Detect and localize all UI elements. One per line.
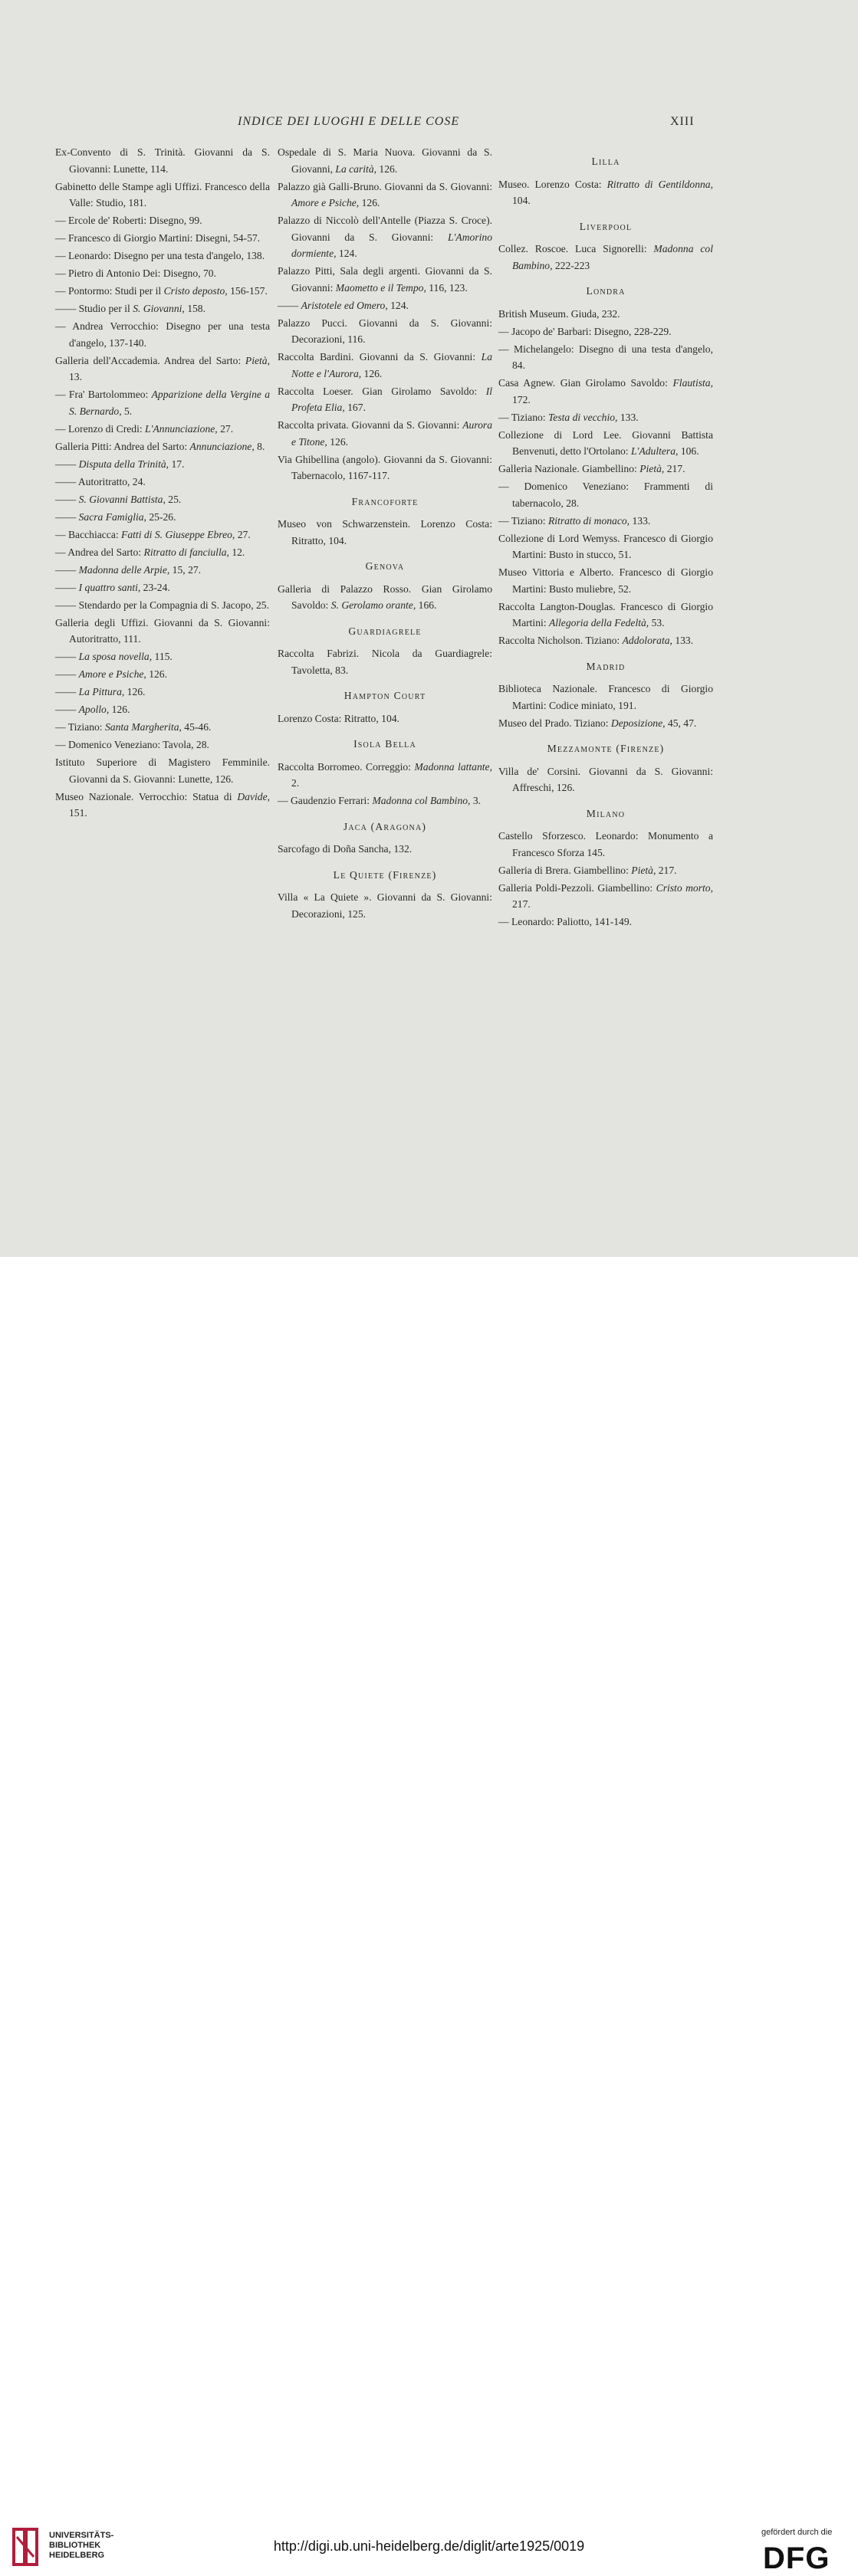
index-entry [55,230,270,247]
entry-work-title: Fatti di S. Giuseppe Ebreo, [121,528,235,540]
entry-text: — Fra' Bartolommeo: [55,389,152,400]
index-entry [278,297,492,314]
entry-page-refs: 167. [344,402,366,413]
entry-page-refs: 133. [672,635,694,646]
entry-text: Raccolta privata. Giovanni da S. Giovanni: [278,419,463,431]
entry-page-refs: 2. [291,777,300,789]
entry-work-title: Ritratto di Gentildonna, [607,178,713,190]
place-heading: Jaca (Aragona) [343,820,427,832]
entry-text: —— [55,651,79,662]
entry-work-title: L'Adultera, [630,445,679,457]
entry-page-refs: 8. [254,440,265,452]
entry-page-refs: 106. [678,445,699,457]
entry-text: Palazzo di Niccolò dell'Antelle (Piazza S. Croce). Giovanni da S. Giovanni: [278,215,492,243]
index-entry [55,300,270,317]
entry-text: Raccolta Nicholson. Tiziano: [498,635,623,646]
entry-text: —— Studio per il [55,303,133,314]
place-heading: Hampton Court [344,690,426,701]
entry-page-refs: 53. [649,617,665,628]
entry-work-title: L'Amorino dormiente, [291,231,492,259]
entry-text: Villa « La Quiete ». Giovanni da S. Giovanni: Decorazioni, 125. [278,891,492,920]
entry-text: Museo. Lorenzo Costa: [498,178,607,190]
dfg-logo: DFG [763,2542,830,2575]
entry-work-title: Ritratto di monaco, [547,514,630,527]
page-number: XIII [670,115,695,128]
place-heading: Genova [365,560,405,572]
entry-page-refs: 25. [165,493,182,505]
footer-bar [0,1257,858,2575]
index-entry [55,212,270,229]
entry-page-refs: 217. [664,463,685,474]
index-entry [498,323,713,340]
index-entry [278,581,492,614]
entry-text: —— [55,458,79,470]
entry-page-refs: 126. [146,668,167,680]
entry-page-refs: 17. [169,458,185,470]
entry-work-title: Annunciazione, [189,440,255,452]
index-entry [55,615,270,648]
entry-page-refs: 126. [359,197,380,208]
index-entry [498,632,713,649]
entry-text: Raccolta Borromeo. Correggio: [278,760,415,773]
entry-work-title: Madonna col Bambino, [372,795,471,806]
entry-page-refs: 126. [109,704,130,715]
index-entry [278,451,492,484]
entry-text: Palazzo Pucci. Giovanni da S. Giovanni: Decorazioni, 116. [278,317,492,345]
index-entry [498,862,713,879]
entry-work-title: S. Giovanni Battista, [78,493,166,505]
entry-text: Collez. Roscoe. Luca Signorelli: [498,243,654,254]
index-entry [278,710,492,727]
entry-text: Galleria Nazionale. Giambellino: [498,463,640,474]
index-entry [55,456,270,473]
index-entry [55,421,270,438]
index-entry [498,176,713,209]
entry-work-title: Pietà, [631,864,656,876]
source-url-link[interactable]: http://digi.ub.uni-heidelberg.de/diglit/arte1925/0019 [273,2538,585,2554]
entry-work-title: Apollo, [78,704,110,715]
library-name-line: BIBLIOTHEK [49,2541,101,2550]
entry-text: — Jacopo de' Barbari: Disegno, 228-229. [498,325,672,337]
entry-text: Collezione di Lord Wemyss. Francesco di Giorgio Martini: Busto in stucco, 51. [498,532,713,560]
entry-text: — Lorenzo di Credi: [55,422,146,435]
index-entry [278,759,492,792]
place-heading: Lilla [591,156,620,167]
entry-text: —— [55,704,79,715]
place-heading: Madrid [586,660,626,672]
index-entry [55,283,270,300]
entry-work-title: L'Annunciazione, [145,422,218,435]
index-entry [278,349,492,382]
index-entry [55,666,270,683]
entry-page-refs: 115. [152,651,173,662]
index-entry [55,265,270,282]
entry-text: Museo Vittoria e Alberto. Francesco di Giorgio Martini: Busto muliebre, 52. [498,566,713,595]
running-header: INDICE DEI LUOGHI E DELLE COSE [238,115,460,128]
index-entry [55,386,270,419]
entry-text: Galleria Pitti: Andrea del Sarto: [55,440,190,452]
index-entry [278,792,492,809]
index-entry [278,645,492,678]
entry-text: Galleria dell'Accademia. Andrea del Sarto: [55,354,245,366]
entry-page-refs: 3. [470,795,482,806]
entry-page-refs: 166. [416,599,437,611]
entry-work-title: Madonna col Bambino, [512,243,713,271]
index-entry [498,478,713,511]
index-entry [498,681,713,714]
entry-text: Galleria Poldi-Pezzoli. Giambellino: [498,881,656,894]
entry-text: — Bacchiacca: [55,528,122,540]
entry-page-refs: 124. [336,248,357,259]
index-entry [55,248,270,264]
entry-text: —— [55,581,79,593]
entry-page-refs: 45-46. [181,721,212,733]
entry-text: Museo del Prado. Tiziano: [498,717,611,729]
index-entry [498,241,713,274]
entry-work-title: Ritratto di fanciulla, [143,546,229,558]
entry-text: Biblioteca Nazionale. Francesco di Giorgio Martini: Codice miniato, 191. [498,683,713,711]
entry-text: Ospedale di S. Maria Nuova. Giovanni da S. Giovanni, [278,146,492,175]
place-heading: Liverpool [579,220,633,232]
index-entry [498,427,713,460]
index-entry [55,562,270,579]
entry-page-refs: 45, 47. [665,717,697,729]
entry-page-refs: 23-24. [140,581,170,593]
entry-work-title: Maometto e il Tempo, [335,281,426,294]
entry-text: — Tiziano: [498,411,548,423]
entry-work-title: Apparizione della Vergine a S. Bernardo, [69,389,270,417]
entry-text: British Museum. Giuda, 232. [498,307,620,320]
index-entry [55,509,270,526]
entry-page-refs: 27. [217,422,234,435]
index-entry [55,597,270,614]
index-entry [498,715,713,732]
place-heading: Londra [586,285,626,297]
index-entry [55,527,270,543]
entry-work-title: Cristo morto, [656,881,713,894]
entry-text: Gabinetto delle Stampe agli Uffizi. Francesco della Valle: Studio, 181. [55,180,270,208]
index-entry [55,353,270,386]
index-entry [498,409,713,426]
entry-page-refs: 25-26. [146,510,176,523]
index-entry [55,544,270,561]
place-heading: Mezzamonte (Firenze) [547,743,665,754]
index-entry [498,461,713,477]
entry-text: Via Ghibellina (angolo). Giovanni da S. Giovanni: Tabernacolo, 1167-117. [278,453,492,481]
entry-work-title: Cristo deposto, [163,285,228,297]
index-entry [55,737,270,753]
funded-by-text: gefördert durch die [761,2528,833,2537]
place-heading: Francoforte [351,495,419,507]
index-entry [498,763,713,796]
entry-work-title: Allegoria della Fedeltà, [548,617,649,628]
index-entry [498,530,713,563]
entry-text: Palazzo già Galli-Bruno. Giovanni da S. Giovanni: [278,180,492,192]
index-entry [55,179,270,212]
entry-text: — Domenico Veneziano: Tavola, 28. [55,739,209,750]
entry-text: — Leonardo: Paliotto, 141-149. [498,916,633,927]
entry-text: —— [55,510,79,523]
entry-work-title: Deposizione, [610,717,666,729]
entry-work-title: Pietà, [639,463,665,474]
entry-text: Villa de' Corsini. Giovanni da S. Giovanni: Affreschi, 126. [498,765,713,793]
entry-text: Casa Agnew. Gian Girolamo Savoldo: [498,377,673,389]
entry-page-refs: 27. [235,528,251,540]
index-entry [498,306,713,323]
index-entry [55,789,270,822]
entry-work-title: S. Gerolamo orante, [330,599,416,611]
entry-text: —— [55,686,79,697]
entry-text: — Leonardo: Disegno per una testa d'angelo, 138. [55,250,265,261]
entry-text: Raccolta Fabrizi. Nicola da Guardiagrele: Tavoletta, 83. [278,648,492,676]
entry-work-title: La sposa novella, [78,651,153,662]
entry-work-title: Amore e Psiche, [78,668,146,680]
entry-work-title: La carità, [335,162,377,175]
entry-page-refs: 116, 123. [426,281,468,294]
entry-page-refs: 15, 27. [169,563,202,576]
index-entry [278,841,492,858]
entry-work-title: Santa Margherita, [104,721,182,733]
entry-work-title: Testa di vecchio, [547,411,618,423]
entry-text: — Pietro di Antonio Dei: Disegno, 70. [55,267,216,279]
entry-work-title: Flautista, [672,377,713,389]
index-entry [278,417,492,450]
entry-text: Ex-Convento di S. Trinità. Giovanni da S. Giovanni: Lunette, 114. [55,146,270,175]
index-column-3 [498,144,713,931]
entry-page-refs: 104. [512,195,531,206]
entry-text: Galleria di Brera. Giambellino: [498,864,632,876]
entry-text: Sarcofago di Doña Sancha, 132. [278,843,413,855]
entry-text: Collezione di Lord Lee. Giovanni Battista Benvenuti, detto l'Ortolano: [498,428,713,457]
index-entry [55,474,270,491]
index-entry [55,579,270,596]
entry-text: — Andrea Verrocchio: Disegno per una testa d'angelo, 137-140. [55,320,270,349]
index-entry [278,144,492,177]
entry-text: —— [55,668,79,680]
entry-text: Raccolta Langton-Douglas. Francesco di Giorgio Martini: [498,600,713,628]
entry-text: —— [55,493,79,505]
entry-text: — Michelangelo: Disegno di una testa d'angelo, 84. [498,343,713,371]
entry-text: — Tiziano: [498,514,548,527]
index-entry [278,212,492,262]
entry-page-refs: 126. [124,686,146,697]
entry-page-refs: 124. [387,299,409,311]
index-entry [55,754,270,787]
entry-page-refs: 13. [69,371,82,382]
entry-text: — Tiziano: [55,721,105,733]
index-entry [55,719,270,736]
index-entry [498,599,713,632]
index-entry [498,828,713,861]
entry-text: Galleria di Palazzo Rosso. Gian Girolamo Savoldo: [278,582,492,611]
place-heading: Milano [586,807,626,819]
index-entry [498,513,713,530]
entry-text: — Gaudenzio Ferrari: [278,795,373,806]
index-entry [278,263,492,296]
place-heading: Le Quiete (Firenze) [333,868,437,881]
entry-text: Castello Sforzesco. Leonardo: Monumento a Francesco Sforza 145. [498,830,713,858]
place-heading: Isola Bella [353,738,416,750]
entry-text: — Ercole de' Roberti: Disegno, 99. [55,215,202,226]
index-entry [278,315,492,348]
entry-work-title: Aristotele ed Omero, [301,299,388,311]
scanned-page [0,0,858,1257]
entry-work-title: Sacra Famiglia, [78,510,146,523]
entry-page-refs: 158. [184,303,205,314]
index-column-1 [55,144,270,822]
entry-text: — Domenico Veneziano: Frammenti di tabernacolo, 28. [498,481,713,509]
index-entry [278,516,492,549]
index-entry [55,491,270,508]
entry-page-refs: 12. [228,546,245,558]
entry-work-title: Davide, [237,790,270,802]
entry-work-title: Pietà, [245,354,270,366]
entry-work-title: Addolorata, [622,635,672,646]
entry-text: Raccolta Loeser. Gian Girolamo Savoldo: [278,385,486,397]
place-heading: Guardiagrele [348,625,422,637]
index-entry [498,375,713,408]
entry-text: —— Autoritratto, 24. [55,475,146,487]
index-entry [55,648,270,665]
entry-text: —— [55,563,79,576]
entry-text: —— Stendardo per la Compagnia di S. Jacopo, 25. [55,599,270,611]
entry-work-title: La Pittura, [78,686,125,697]
entry-page-refs: 151. [69,807,87,819]
entry-work-title: Amore e Psiche, [291,197,360,208]
index-entry [498,564,713,597]
entry-text: Raccolta Bardini. Giovanni da S. Giovanni: [278,351,482,363]
entry-page-refs: 133. [617,411,639,423]
index-entry [55,144,270,177]
entry-work-title: La Notte e l'Aurora, [291,351,492,379]
index-entry [498,914,713,930]
entry-page-refs: 5. [121,405,133,417]
entry-page-refs: 126. [376,162,398,175]
entry-text: Lorenzo Costa: Ritratto, 104. [278,712,399,724]
index-entry [55,701,270,718]
entry-page-refs: 126. [327,435,349,448]
index-column-2 [278,144,492,924]
entry-text: Museo von Schwarzenstein. Lorenzo Costa: Ritratto, 104. [278,518,492,546]
entry-text: —— [278,299,301,311]
library-name-line: UNIVERSITÄTS- [49,2531,114,2540]
entry-page-refs: 217. [656,864,677,876]
entry-work-title: S. Giovanni, [133,303,185,314]
entry-text: Istituto Superiore di Magistero Femminile. Giovanni da S. Giovanni: Lunette, 126. [55,756,270,785]
entry-work-title: Il Profeta Elia, [291,385,492,413]
entry-page-refs: 156-157. [227,285,268,297]
index-entry [55,684,270,701]
entry-page-refs: 217. [512,898,531,910]
entry-text: Museo Nazionale. Verrocchio: Statua di [55,790,238,802]
index-entry [498,880,713,913]
index-entry [55,438,270,455]
index-entry [498,341,713,374]
entry-work-title: Disputa della Trinità, [78,458,169,470]
entry-text: Palazzo Pitti, Sala degli argenti. Giovanni da S. Giovanni: [278,265,492,294]
index-entry [278,383,492,416]
index-entry [55,318,270,351]
entry-work-title: Aurora e Titone, [291,419,492,448]
entry-text: — Francesco di Giorgio Martini: Disegni, 54-57. [55,232,261,244]
entry-text: — Andrea del Sarto: [55,546,144,558]
entry-work-title: I quattro santi, [78,581,141,593]
entry-work-title: Madonna lattante, [414,760,492,773]
entry-page-refs: 172. [512,393,531,405]
library-name-line: HEIDELBERG [49,2551,105,2560]
entry-page-refs: 126. [361,367,383,379]
entry-text: Galleria degli Uffizi. Giovanni da S. Giovanni: Autoritratto, 111. [55,616,270,645]
entry-page-refs: 222-223 [552,259,590,271]
entry-work-title: Madonna delle Arpie, [78,563,170,576]
index-entry [278,889,492,922]
index-entry [278,179,492,212]
entry-text: — Pontormo: Studi per il [55,285,164,297]
entry-page-refs: 133. [630,514,651,527]
